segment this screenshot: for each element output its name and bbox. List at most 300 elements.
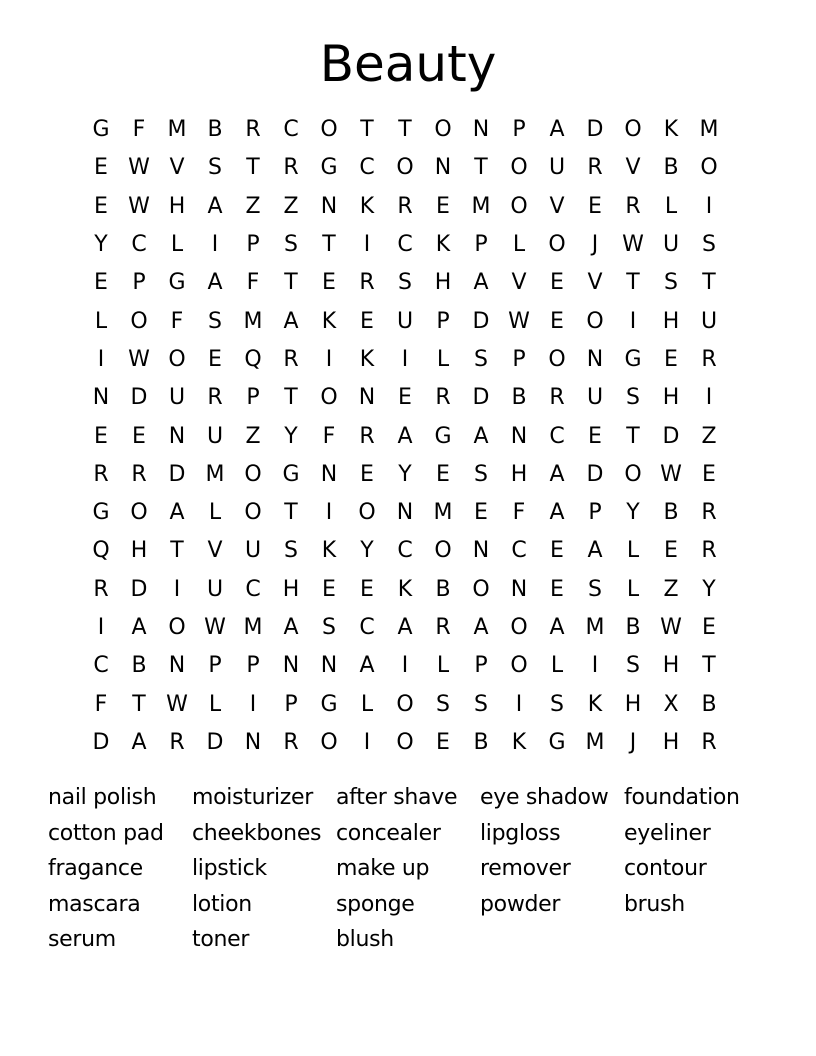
grid-letter: K — [321, 538, 337, 564]
grid-letter: I — [211, 232, 219, 258]
grid-letter: S — [322, 615, 336, 640]
grid-letter: I — [363, 232, 371, 258]
grid-letter: E — [208, 346, 222, 372]
grid-letter: L — [626, 576, 640, 602]
grid-letter: E — [322, 270, 336, 296]
grid-letter: K — [359, 346, 375, 372]
grid-letter: N — [282, 653, 300, 679]
grid-letter: G — [548, 729, 566, 755]
grid-letter: T — [702, 653, 716, 679]
grid-letter: C — [549, 423, 565, 449]
grid-letter: P — [474, 653, 488, 679]
grid-letter: R — [207, 385, 223, 411]
grid-letter: E — [132, 423, 146, 449]
grid-letter: H — [662, 653, 680, 679]
grid-letter: U — [548, 155, 566, 181]
grid-letter: H — [434, 270, 452, 296]
word-bank-item: fragance — [48, 856, 143, 881]
grid-letter: O — [168, 615, 186, 640]
grid-letter: A — [397, 615, 413, 640]
grid-letter: A — [131, 615, 147, 640]
word-bank-item: remover — [480, 856, 571, 881]
grid-letter: O — [624, 461, 642, 487]
grid-letter: N — [168, 423, 186, 449]
grid-letter: D — [130, 385, 148, 411]
grid-letter: S — [626, 385, 640, 411]
grid-letter: N — [92, 385, 110, 411]
grid-letter: A — [549, 117, 565, 143]
grid-letter: Z — [283, 193, 299, 219]
grid-letter: O — [244, 500, 262, 526]
grid-letter: H — [662, 385, 680, 411]
grid-letter: N — [396, 500, 414, 526]
grid-letter: P — [512, 346, 526, 372]
grid-letter: E — [702, 615, 716, 640]
word-bank-item: serum — [48, 927, 116, 952]
grid-letter: H — [168, 193, 186, 219]
word-bank-item: lipgloss — [480, 820, 561, 846]
grid-letter: E — [550, 538, 564, 564]
grid-letter: B — [473, 729, 489, 755]
grid-letter: T — [284, 385, 298, 411]
grid-letter: R — [625, 193, 641, 219]
grid-letter: O — [320, 385, 338, 411]
grid-letter: M — [585, 729, 605, 755]
grid-letter: W — [508, 308, 530, 334]
grid-letter: F — [94, 691, 108, 717]
grid-row — [82, 341, 728, 379]
grid-letter: X — [663, 691, 679, 717]
grid-letter: C — [245, 576, 261, 602]
grid-letter: T — [246, 155, 260, 181]
grid-letter: P — [132, 270, 146, 296]
grid-letter: O — [244, 461, 262, 487]
grid-letter: E — [474, 500, 488, 526]
grid-letter: H — [510, 461, 528, 487]
grid-letter: T — [132, 691, 146, 717]
grid-letter: E — [436, 461, 450, 487]
grid-letter: A — [283, 615, 299, 640]
word-bank-item: lipstick — [192, 856, 267, 881]
grid-letter: H — [662, 729, 680, 755]
grid-letter: R — [245, 117, 261, 143]
grid-letter: C — [359, 155, 375, 181]
grid-letter: D — [92, 729, 110, 755]
grid-letter: N — [320, 653, 338, 679]
grid-letter: K — [397, 576, 413, 602]
grid-letter: B — [663, 155, 679, 181]
grid-letter: R — [359, 270, 375, 296]
grid-letter: G — [320, 155, 338, 181]
grid-letter: R — [701, 538, 717, 564]
grid-letter: J — [629, 729, 637, 755]
grid-letter: A — [587, 538, 603, 564]
grid-row — [82, 417, 728, 455]
word-bank-item: blush — [336, 927, 394, 952]
grid-letter: T — [170, 538, 184, 564]
grid-letter: F — [322, 423, 336, 449]
grid-letter: O — [510, 193, 528, 219]
grid-letter: I — [515, 691, 523, 717]
grid-letter: C — [131, 232, 147, 258]
grid-letter: P — [246, 232, 260, 258]
grid-letter: B — [435, 576, 451, 602]
grid-letter: T — [626, 270, 640, 296]
grid-letter: T — [284, 270, 298, 296]
grid-letter: N — [472, 117, 490, 143]
grid-row — [82, 647, 728, 685]
grid-letter: T — [702, 270, 716, 296]
grid-letter: O — [548, 346, 566, 372]
grid-letter: W — [660, 615, 682, 640]
grid-letter: I — [325, 500, 333, 526]
grid-letter: D — [472, 385, 490, 411]
grid-letter: E — [360, 576, 374, 602]
grid-letter: U — [168, 385, 186, 411]
grid-letter: S — [208, 155, 222, 181]
grid-letter: S — [284, 232, 298, 258]
grid-letter: O — [434, 117, 452, 143]
grid-letter: E — [588, 423, 602, 449]
grid-letter: E — [360, 461, 374, 487]
grid-letter: U — [206, 423, 224, 449]
grid-letter: A — [131, 729, 147, 755]
grid-letter: O — [434, 538, 452, 564]
grid-letter: R — [701, 500, 717, 526]
grid-letter: E — [398, 385, 412, 411]
grid-letter: N — [434, 155, 452, 181]
grid-row — [82, 149, 728, 187]
grid-letter: N — [168, 653, 186, 679]
grid-letter: I — [705, 385, 713, 411]
grid-letter: N — [358, 385, 376, 411]
grid-letter: R — [701, 346, 717, 372]
word-bank-item: brush — [624, 891, 685, 917]
word-bank-item: foundation — [624, 785, 740, 810]
grid-letter: K — [587, 691, 603, 717]
grid-letter: O — [130, 308, 148, 334]
grid-letter: L — [208, 691, 222, 717]
grid-letter: O — [510, 653, 528, 679]
grid-letter: R — [169, 729, 185, 755]
grid-letter: E — [94, 193, 108, 219]
grid-letter: I — [401, 653, 409, 679]
word-bank-item: powder — [480, 891, 561, 917]
word-bank-item: nail polish — [48, 785, 157, 810]
grid-letter: Y — [702, 576, 716, 602]
grid-row — [82, 456, 728, 494]
grid-row — [82, 494, 728, 532]
word-bank-item: moisturizer — [192, 785, 314, 810]
grid-letter: G — [434, 423, 452, 449]
word-bank-item: concealer — [336, 820, 441, 846]
grid-letter: Q — [92, 538, 110, 564]
grid-letter: D — [168, 461, 186, 487]
grid-letter: S — [284, 538, 298, 564]
grid-letter: J — [591, 232, 599, 258]
grid-letter: I — [705, 193, 713, 219]
grid-letter: O — [624, 117, 642, 143]
grid-letter: T — [398, 117, 412, 143]
word-bank-item: sponge — [336, 891, 415, 917]
grid-letter: R — [131, 461, 147, 487]
grid-letter: I — [629, 308, 637, 334]
grid-letter: U — [244, 538, 262, 564]
grid-letter: Z — [701, 423, 717, 449]
grid-letter: W — [128, 193, 150, 219]
grid-letter: M — [243, 308, 263, 334]
word-bank-item: make up — [336, 856, 430, 881]
grid-letter: N — [244, 729, 262, 755]
grid-letter: O — [548, 232, 566, 258]
grid-row — [82, 532, 728, 570]
grid-letter: W — [204, 615, 226, 640]
grid-letter: E — [94, 270, 108, 296]
grid-letter: A — [473, 423, 489, 449]
grid-letter: Y — [360, 538, 374, 564]
grid-letter: W — [166, 691, 188, 717]
grid-letter: R — [93, 461, 109, 487]
grid-letter: R — [587, 155, 603, 181]
grid-letter: G — [624, 346, 642, 372]
grid-letter: A — [207, 270, 223, 296]
grid-letter: R — [549, 385, 565, 411]
grid-letter: A — [549, 461, 565, 487]
word-bank-item: eye shadow — [480, 785, 609, 810]
grid-letter: R — [397, 193, 413, 219]
grid-letter: G — [282, 461, 300, 487]
grid-letter: P — [474, 232, 488, 258]
grid-letter: H — [624, 691, 642, 717]
grid-letter: M — [243, 615, 263, 640]
word-bank-item: cotton pad — [48, 820, 164, 846]
grid-letter: K — [321, 308, 337, 334]
grid-letter: V — [625, 155, 641, 181]
grid-letter: P — [436, 308, 450, 334]
word-bank — [48, 780, 788, 958]
grid-letter: L — [360, 691, 374, 717]
grid-letter: E — [94, 155, 108, 181]
grid-letter: U — [586, 385, 604, 411]
grid-letter: K — [663, 117, 679, 143]
grid-row — [82, 685, 728, 723]
grid-letter: E — [550, 308, 564, 334]
grid-letter: Z — [245, 193, 261, 219]
grid-letter: R — [283, 155, 299, 181]
grid-letter: M — [471, 193, 491, 219]
word-bank-item: mascara — [48, 891, 141, 917]
grid-letter: A — [549, 500, 565, 526]
grid-letter: G — [92, 500, 110, 526]
grid-letter: R — [93, 576, 109, 602]
grid-letter: Y — [626, 500, 640, 526]
grid-letter: S — [208, 308, 222, 334]
grid-letter: A — [207, 193, 223, 219]
grid-letter: S — [550, 691, 564, 717]
grid-letter: C — [511, 538, 527, 564]
grid-letter: S — [588, 576, 602, 602]
grid-letter: B — [625, 615, 641, 640]
grid-letter: B — [131, 653, 147, 679]
grid-letter: H — [130, 538, 148, 564]
grid-letter: C — [397, 232, 413, 258]
grid-letter: R — [283, 729, 299, 755]
grid-row — [82, 188, 728, 226]
grid-letter: I — [97, 615, 105, 640]
page-title: Beauty — [319, 35, 497, 93]
grid-letter: T — [360, 117, 374, 143]
grid-letter: A — [283, 308, 299, 334]
grid-letter: O — [586, 308, 604, 334]
grid-letter: U — [700, 308, 718, 334]
grid-letter: D — [206, 729, 224, 755]
grid-letter: E — [550, 270, 564, 296]
grid-letter: E — [702, 461, 716, 487]
grid-letter: V — [169, 155, 185, 181]
grid-letter: A — [397, 423, 413, 449]
grid-letter: D — [130, 576, 148, 602]
grid-letter: R — [359, 423, 375, 449]
grid-letter: V — [511, 270, 527, 296]
grid-letter: O — [130, 500, 148, 526]
grid-row — [82, 571, 728, 609]
grid-letter: A — [359, 653, 375, 679]
grid-letter: M — [585, 615, 605, 640]
grid-letter: N — [586, 346, 604, 372]
grid-letter: R — [283, 346, 299, 372]
grid-letter: O — [396, 691, 414, 717]
grid-letter: P — [246, 385, 260, 411]
grid-letter: W — [128, 346, 150, 372]
grid-letter: I — [173, 576, 181, 602]
grid-letter: P — [512, 117, 526, 143]
grid-letter: O — [396, 155, 414, 181]
grid-letter: D — [662, 423, 680, 449]
grid-letter: T — [626, 423, 640, 449]
grid-letter: T — [474, 155, 488, 181]
grid-letter: V — [207, 538, 223, 564]
grid-letter: S — [474, 346, 488, 372]
grid-letter: I — [591, 653, 599, 679]
grid-letter: L — [170, 232, 184, 258]
grid-letter: R — [435, 615, 451, 640]
grid-letter: I — [363, 729, 371, 755]
grid-letter: Y — [284, 423, 298, 449]
grid-letter: Z — [663, 576, 679, 602]
grid-letter: B — [701, 691, 717, 717]
grid-letter: D — [586, 117, 604, 143]
grid-letter: N — [320, 193, 338, 219]
grid-letter: G — [168, 270, 186, 296]
grid-letter: L — [436, 346, 450, 372]
grid-letter: S — [474, 461, 488, 487]
grid-letter: C — [359, 615, 375, 640]
grid-letter: O — [510, 615, 528, 640]
grid-letter: O — [472, 576, 490, 602]
word-bank-item: toner — [192, 927, 250, 952]
grid-letter: V — [549, 193, 565, 219]
grid-letter: B — [207, 117, 223, 143]
grid-letter: T — [322, 232, 336, 258]
grid-letter: Z — [245, 423, 261, 449]
grid-row — [82, 111, 728, 149]
grid-letter: K — [511, 729, 527, 755]
grid-letter: A — [473, 270, 489, 296]
grid-letter: B — [663, 500, 679, 526]
grid-letter: V — [587, 270, 603, 296]
grid-letter: I — [97, 346, 105, 372]
grid-row — [82, 724, 728, 762]
grid-letter: M — [167, 117, 187, 143]
grid-letter: I — [325, 346, 333, 372]
grid-letter: S — [664, 270, 678, 296]
grid-letter: S — [436, 691, 450, 717]
grid-letter: C — [93, 653, 109, 679]
grid-letter: W — [128, 155, 150, 181]
grid-letter: S — [626, 653, 640, 679]
grid-letter: W — [660, 461, 682, 487]
grid-letter: E — [664, 538, 678, 564]
grid-letter: A — [169, 500, 185, 526]
grid-letter: I — [401, 346, 409, 372]
word-bank-item: lotion — [192, 891, 252, 917]
grid-row — [82, 379, 728, 417]
grid-letter: S — [702, 232, 716, 258]
grid-row — [82, 264, 728, 302]
grid-letter: F — [132, 117, 146, 143]
grid-letter: K — [359, 193, 375, 219]
letter-grid — [82, 111, 728, 762]
grid-letter: I — [249, 691, 257, 717]
grid-letter: E — [360, 308, 374, 334]
grid-letter: A — [549, 615, 565, 640]
grid-letter: P — [588, 500, 602, 526]
grid-letter: G — [92, 117, 110, 143]
grid-letter: D — [472, 308, 490, 334]
grid-letter: B — [511, 385, 527, 411]
grid-letter: L — [550, 653, 564, 679]
grid-letter: E — [94, 423, 108, 449]
grid-letter: N — [472, 538, 490, 564]
grid-letter: F — [246, 270, 260, 296]
word-bank-item: cheekbones — [192, 820, 322, 846]
grid-letter: N — [510, 423, 528, 449]
grid-letter: E — [436, 729, 450, 755]
word-bank-item: eyeliner — [624, 820, 711, 846]
grid-letter: T — [284, 500, 298, 526]
grid-letter: E — [550, 576, 564, 602]
grid-letter: L — [436, 653, 450, 679]
grid-letter: F — [170, 308, 184, 334]
grid-letter: S — [398, 270, 412, 296]
grid-letter: O — [700, 155, 718, 181]
grid-letter: L — [512, 232, 526, 258]
grid-letter: E — [436, 193, 450, 219]
grid-letter: L — [626, 538, 640, 564]
grid-letter: S — [474, 691, 488, 717]
grid-letter: E — [664, 346, 678, 372]
grid-letter: R — [701, 729, 717, 755]
grid-letter: Q — [244, 346, 262, 372]
grid-letter: O — [358, 500, 376, 526]
grid-letter: E — [322, 576, 336, 602]
grid-letter: D — [586, 461, 604, 487]
grid-letter: N — [320, 461, 338, 487]
grid-letter: C — [397, 538, 413, 564]
grid-letter: U — [662, 232, 680, 258]
grid-letter: L — [208, 500, 222, 526]
grid-letter: P — [208, 653, 222, 679]
